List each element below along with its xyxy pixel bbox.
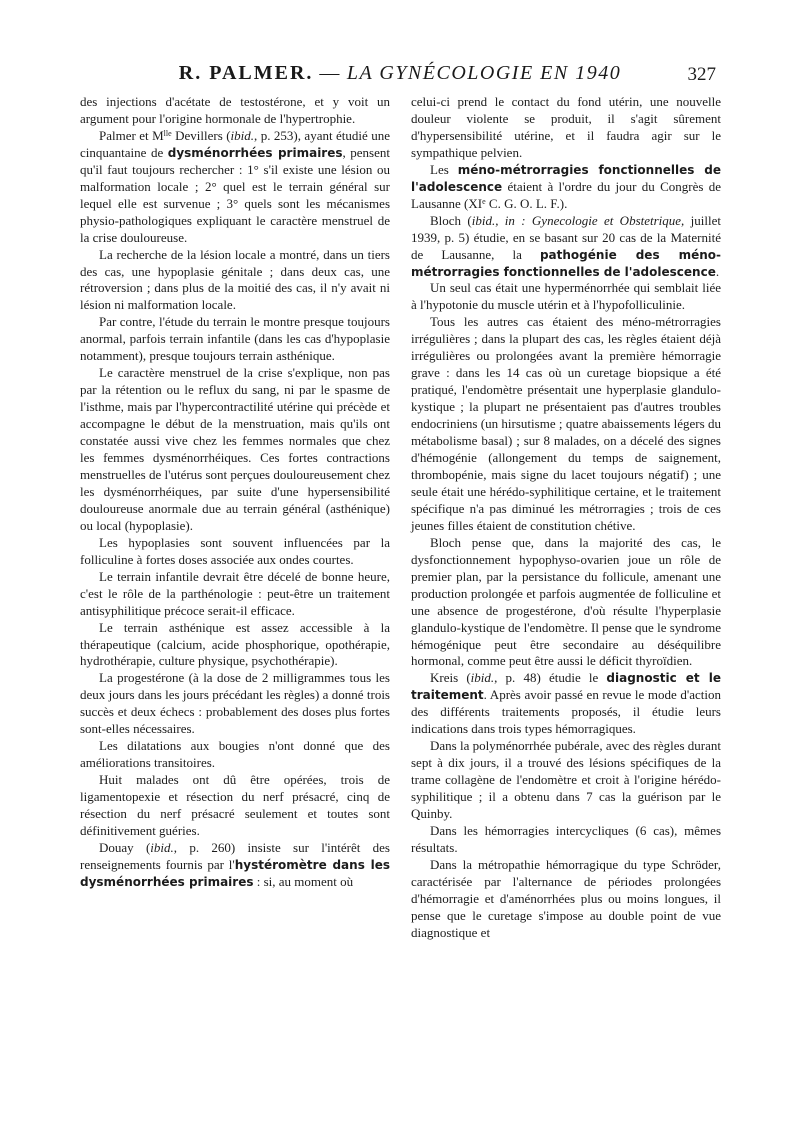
paragraph <box>80 247 390 315</box>
paragraph <box>411 213 721 281</box>
paragraph <box>411 857 721 942</box>
text-run: Palmer et M <box>99 127 164 143</box>
paragraph <box>80 94 390 128</box>
bold-term: diagnostic et le traitement <box>411 671 721 703</box>
paragraph <box>80 620 390 671</box>
paragraph <box>80 314 390 365</box>
header-work: LA GYNÉCOLOGIE EN 1940 <box>346 62 622 84</box>
italic-ref: ibid. <box>150 839 174 855</box>
text-run: Le terrain asthénique est assez accessible à la thérapeutique (calcium, acide phosphorique, opothérapie, hydrothérapie, culture physique, psychothérapie). <box>80 619 390 669</box>
text-run: Douay ( <box>99 839 151 855</box>
text-run: Bloch pense que, dans la majorité des cas, le dysfonctionnement hypophyso-ovarien joue un rôle de premier plan, par la persistance du follicule, amenant une production prolongée et parfois augmentée de folliculine et une absence de progestérone, d'où résulte l'hyperplasie glandulo-kystique de l'endomètre. Il pense que le syndrome hémogénique peut être secondaire au déséquilibre hormonal, comme peut être aussi le déficit thyroïdien. <box>411 534 721 669</box>
paragraph <box>80 772 390 840</box>
text-run: Par contre, l'étude du terrain le montre presque toujours anormal, parfois terrain infantile (dans les cas d'hypoplasie notamment), presque toujours terrain asthénique. <box>80 314 390 364</box>
text-run: , p. 253), ayant étudié une cinquantaine de <box>80 127 391 160</box>
text-run: Dans la métropathie hémorragique du type Schröder, caractérisée par l'alternance de périodes prolongées d'hémorragie et d'aménorrhées plus ou moins longues, il pense que le curetage s'impose au double point de vue diagnostique et <box>411 856 721 940</box>
text-run: Les hypoplasies sont souvent influencées par la folliculine à fortes doses associée aux ondes courtes. <box>80 534 390 567</box>
bold-term: dysménorrhées primaires <box>167 145 343 160</box>
paragraph <box>80 569 390 620</box>
paragraph <box>411 162 721 213</box>
paragraph <box>411 670 721 738</box>
paragraph <box>411 280 721 314</box>
italic-ref: ibid., in : Gynecologie et Obstetrique, <box>471 212 685 228</box>
text-run: , p. 48) étudie le <box>494 670 607 686</box>
text-run: Un seul cas était une hyperménorrhée qui semblait liée à l'hypotonie du muscle utérin et à l'hypofolliculinie. <box>411 280 721 313</box>
header-dash: — <box>319 62 341 84</box>
paragraph <box>411 535 721 671</box>
text-run: des injections d'acétate de testostérone, et y voit un argument pour l'origine hormonale de l'hypertrophie. <box>80 94 390 126</box>
superscript: e <box>482 196 486 206</box>
text-run: juillet 1939, p. 5) étudie, en se basant sur 20 cas de la Maternité de Lausanne, la <box>411 212 721 262</box>
running-title <box>179 62 621 84</box>
text-run: La progestérone (à la dose de 2 milligrammes tous les deux jours dans les jours précédant les règles) a donné trois succès et deux échecs : probablement des doses plus fortes sont-elles nécessaires. <box>80 670 390 737</box>
text-run: C. G. O. L. F.). <box>485 195 568 211</box>
right-column <box>411 94 721 942</box>
text-run: Dans la polyménorrhée pubérale, avec des règles durant sept à dix jours, il a trouvé des lésions spécifiques de la trame collagène de l'endomètre et croit à l'origine hérédo-syphilitique ; il a obtenu dans 7 cas la guérison par le Quinby. <box>411 738 721 822</box>
text-run: Les <box>430 161 458 177</box>
text-run: La recherche de la lésion locale a montré, dans un tiers des cas, une hypoplasie génitale ; dans deux cas, une rétroversion ; dans plus de la moitié des cas, il n'y avait ni lésion ni malformation locale. <box>80 246 390 313</box>
paragraph <box>411 738 721 823</box>
text-run: . Après avoir passé en revue le mode d'action des différents traitements proposés, il étudie leurs indications dans trois types hémorragiques. <box>411 687 721 737</box>
paragraph <box>80 840 390 891</box>
page-number: 327 <box>687 64 716 85</box>
text-run: Tous les autres cas étaient des méno-métrorragies irrégulières ; dans la plupart des cas, les règles étaient déjà irrégulières ou prolongées avant la première hémorragie grave : dans les 14 cas où un curetage biopsique a été pratiqué, l'endomètre présentait une hyperplasie glandulo-kystique ; la plupart ne présentaient pas d'autres troubles endocriniens (un hirsutisme ; quatre abaissements légers du métabolisme basal) ; sur 8 malades, on a décelé des signes d'hémogénie (allongement du temps de saignement, thrombopénie, mais signe du lacet toujours négatif) ; une seule était une hérédo-syphilitique certaine, et le traitement spécifique n'a pas diminué les métrorragies ; trois de ces jeunes filles étaient de constitution chétive. <box>411 314 721 533</box>
paragraph <box>80 365 390 535</box>
italic-ref: ibid. <box>230 127 255 143</box>
paragraph <box>80 128 390 247</box>
paragraph <box>411 314 721 534</box>
bold-term: méno-métrorragies fonctionnelles de l'adolescence <box>411 162 721 194</box>
text-run: : si, au moment où <box>253 873 354 889</box>
left-column <box>80 94 390 891</box>
paragraph <box>80 738 390 772</box>
text-run: Le caractère menstruel de la crise s'explique, non pas par la rétention ou le reflux du sang, ni par le spasme de l'isthme, mais par l'hypercontractilité utérine qui précède et accompagne le début de la menstruation, mais qu'ils ont constatée aussi vive chez les femmes normales que chez les femmes dysménorrhéiques. Ces fortes contractions menstruelles de l'utérus sont perçues douloureusement chez les dysménorrhéiques, par suite d'une hypersensibilité douloureuse anormale due au terrain général (asthénique) ou local (hypoplasie). <box>80 365 390 533</box>
text-run: celui-ci prend le contact du fond utérin, une nouvelle douleur violente se produit, il s'agit sûrement d'hypersensibilité utérine, et il faudra agir sur le sympathique pelvien. <box>411 94 721 160</box>
running-head <box>80 62 720 88</box>
paragraph <box>411 823 721 857</box>
text-run: Le terrain infantile devrait être décelé de bonne heure, c'est le rôle de la parthénologie : peut-être un traitement antisyphilitique précoce serait-il efficace. <box>80 568 390 618</box>
paragraph <box>80 670 390 738</box>
text-run: Kreis ( <box>430 670 471 686</box>
bold-term: hystéromètre dans les dysménorrhées primaires <box>80 857 390 889</box>
text-run: Les dilatations aux bougies n'ont donné que des améliorations transitoires. <box>80 738 390 771</box>
bold-term: pathogénie des méno-métrorragies fonctionnelles de l'adolescence <box>411 247 722 279</box>
text-run: Dans les hémorragies intercycliques (6 cas), mêmes résultats. <box>411 822 721 855</box>
text-run: étaient à l'ordre du jour du Congrès de Lausanne (XI <box>411 178 721 211</box>
text-run: Devillers ( <box>171 127 231 143</box>
paragraph <box>411 94 721 162</box>
paragraph <box>80 535 390 569</box>
superscript: lle <box>163 128 172 138</box>
text-run: Huit malades ont dû être opérées, trois de ligamentopexie et résection du nerf présacré, cinq de résection du nerf présacré seulement et toutes sont définitivement guéries. <box>80 772 390 838</box>
text-run: , pensent qu'il faut toujours rechercher : 1° s'il existe une lésion ou malformation locale ; 2° quel est le terrain général sur lequel elle est survenue ; 3° quels sont les mécanismes physio-pathologiques expliquant le caractère menstruel de la crise douloureuse. <box>80 144 390 245</box>
text-run: . <box>715 263 720 279</box>
header-author: R. PALMER. <box>178 62 314 84</box>
text-run: , p. 260) insiste sur l'intérêt des renseignements fournis par l' <box>80 839 390 872</box>
text-run: Bloch ( <box>430 212 472 228</box>
italic-ref: ibid. <box>470 670 495 686</box>
